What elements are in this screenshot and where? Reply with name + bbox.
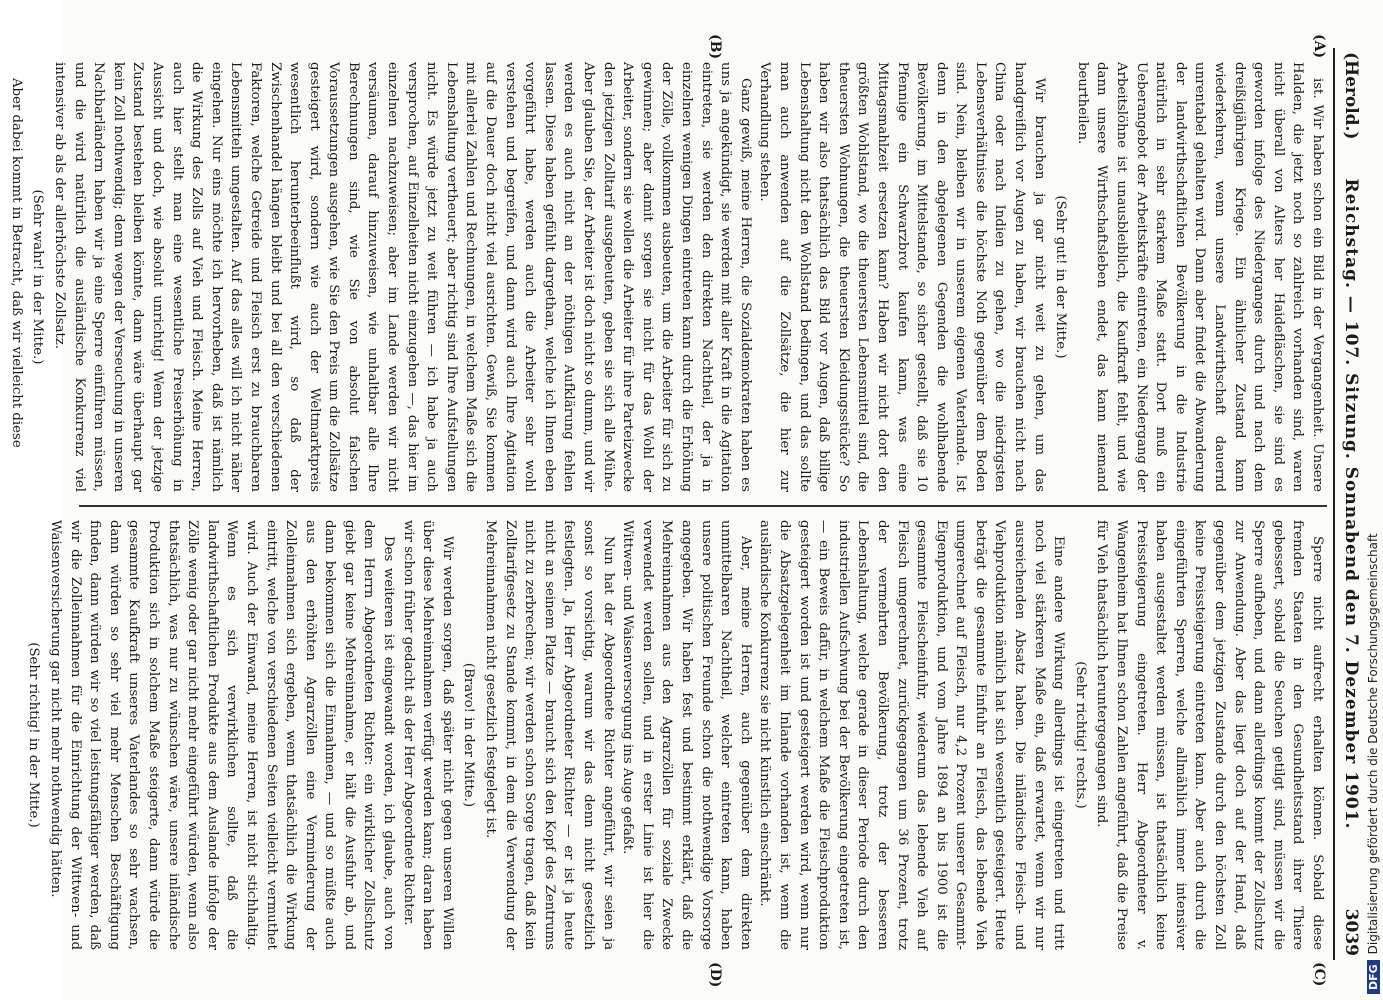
column-divider [79,505,1327,507]
paragraph: Aber, meine Herren, auch gegenüber dem direkten unmittelbaren Nachtheil, welcher eintreten kann, haben unsere politischen Freunde schon die nothwendige Vorsorge angegeben. Wir haben fest und bestimmt erklärt, daß die Mehreinnahmen aus den Agrarzöllen für soziale Zwecke verwendet werden sollen, und in erster Linie ist hier die Wittwen- und Waisenversorgung ins Auge gefaßt. [620,520,753,950]
page-number: 3039 [1341,908,1361,956]
dfg-logo: DFG [1367,960,1380,994]
paragraph: Wir brauchen ja gar nicht weit zu gehen, um das handgreiflich vor Augen zu haben, wir brauchen nicht nach China oder nach Indien zu gehen, wo die niedrigsten Lebensverhältnisse die höchste Noth gegenüber dem Boden sind. Nein, bleiben wir in unserem eigenen Vaterlande. Ist denn in den abgelegenen Gegenden die wohlhabende Bevölkerung, im Mittelstande, so sicher gestellt, daß sie 10 Pfennige ein Schwarzbrot kaufen kann, was eine Mittagsmahlzeit ersetzen kann? Haben wir nicht dort den größten Wohlstand, wo die theuersten Lebensmittel sind, die theuersten Wohnungen, die theuersten Kleidungsstücke? So haben wir also thatsächlich das Bild vor Augen, daß billige Lebenshaltung nicht den Wohlstand bedingen, und das sollte man auch anwenden auf die Zollsätze, die hier zur Verhandlung stehen. [757,62,1047,492]
header-title: Reichstag. — 107. Sitzung. Sonnabend den 7. Dezember 1901. [1341,178,1361,830]
page-header [1333,48,1365,960]
margin-marker-a: (A) [1311,34,1327,59]
paragraph: Eine andere Wirkung allerdings ist eingetreten und tritt noch viel stärkeren Maße ein, daß erwartet, wenn wir nur ausreichenden Absatz haben. Die inländische Fleisch- und Viehproduktion nämlich hat sich wesentlich gesteigert. Heute beträgt die gesammte Einfuhr an Fleisch, das lebende Vieh umgerechnet auf Fleisch, nur 4,2 Prozent unserer Gesammt-Eigenproduktion, und vom Jahre 1894 an bis 1900 ist die gesammte Fleischeinfuhr, wiederum das lebende Vieh auf Fleisch umgerechnet, zurückgegangen um 36 Prozent, trotz der vermehrten Bevölkerung, trotz der besseren Lebenshaltung, welche gerade in dieser Periode durch den industriellen Aufschwung bei der Bevölkerung eingetreten ist, — ein Beweis dafür, in welchem Maße die Fleischproduktion gesteigert worden ist und gesteigert werden wird, wenn nur die Absatzgelegenheit im Inlande vorhanden ist, wenn die ausländische Konkurrenz sie nicht künstlich einschränkt. [757,520,1067,950]
scanned-page [8,0,1383,1000]
paragraph: (Sehr wahr! in der Mitte.) [30,189,46,365]
margin-marker-b: (B) [707,34,723,60]
paragraph: (Bravo! in der Mitte.) [461,662,477,808]
paragraph: (Sehr richtig! rechts.) [1072,661,1088,809]
paragraph: Aber dabei kommt in Betracht, daß wir vielleicht diese [8,77,24,448]
margin-marker-d: (D) [707,962,723,988]
header-speaker: (Herold.) [1341,52,1361,140]
paragraph: Sperre nicht aufrecht erhalten können. Sobald diese fremden Staaten in den Gesundheitsstand ihrer Thiere gebessert, sobald die Seuchen getilgt sind, müssen wir die Sperre aufheben, und dann allerdings kommt der Zollschutz zur Anwendung. Aber das liegt doch auf der Hand, daß gegenüber dem jetzigen Zustande durch den höchsten Zoll keine Preissteigerung eintreten kann. Aber auch durch die eingeführten Sperren, welche allmählich immer intensiver haben ausgestaltet werden müssen, ist thatsächlich keine Preissteigerung eingetreten. Herr Abgeordneter v. Wangenheim hat Ihnen schon Zahlen angeführt, daß die Preise für Vieh thatsächlich heruntergegangen sind. [1094,520,1325,950]
paragraph: (Sehr gut! in der Mitte.) [1053,195,1069,359]
digitization-credit [1363,0,1383,1000]
paragraph: ist. Wir haben schon ein Bild in der Vergangenheit. Unsere Halden, die jetzt noch so zahlreich vorhanden sind, waren nicht überall von Alters her Haidefläschen, sie sind es geworden infolge des Niederganges durch und nach dem dreißigjährigen Kriege. Ein ähnlicher Zustand kann wiederkehren, wenn unsere Landwirthschaft dauernd unrentabel gehalten wird. Dann aber findet die Abwanderung der landwirthschaftlichen Bevölkerung in die Industrie natürlich in sehr starkem Maße statt. Dort muß ein Ueberangebot der Arbeitskräfte eintreten, ein Niedergang der Arbeitslöhne ist unausbleiblich, die Kaufkraft fehlt, und wie dann unsere Wirthschaftsleben endet, das kann niemand beurtheilen. [1074,62,1325,492]
paragraph: Nun hat der Abgeordnete Richter angeführt, wir seien ja sonst so vorsichtig, warum wir das denn nicht gesetzlich festlegten. Ja, Herr Abgeordneter Richter — er ist ja heute nicht an seinem Platze — braucht sich den Kopf des Zentrums nicht zu zerbrechen; wir werden schon Sorge tragen, daß kein Zolltarifgesetz zu Stande kommt, in dem die Verwendung der Mehreinnahmen nicht gesetzlich festgelegt ist. [483,520,616,950]
paragraph: Des weiteren ist eingewandt worden, ich glaube, auch von dem Herrn Abgeordneten Richter: ein wirklicher Zollschutz giebt gar keine Mehreinnahme, er hält die Ausfuhr ab, und dann bekommen sich die Einnahmen, — und so müßte auch aus den erhöhten Agrarzöllen eine Verminderung der Zolleinnahmen sich ergeben, wenn thatsächlich die Wirkung eintritt, welche von verschiedenen Seiten vielleicht vermuthet wird. Auch der Einwand, meine Herren, ist nicht stichhaltig. Wenn es sich verwirklichen sollte, daß die landwirthschaftlichen Produkte aus dem Auslande infolge der Zölle wenig oder gar nicht mehr eingeführt würden, wenn also thatsächlich, was nur zu wünschen wäre, unsere inländische Produktion sich in solchem Maße steigerte, dann würde die gesammte Kaufkraft unseres Vaterlandes so sehr wachsen, dann würden so sehr viel mehr Menschen Beschäftigung finden, dann würden wir so viel leistungsfähiger werden, daß wir die Zolleinnahmen für die Einrichtung der Wittwen- und Waisenversicherung gar nicht mehr nothwendig hätten. [48,520,397,950]
margin-marker-c: (C) [1311,962,1327,987]
paragraph: Ganz gewiß, meine Herren, die Sozialdemokraten haben es uns ja angekündigt, sie werden mit aller Kraft in die Agitation eintreten, sie werden den direkten Nachtheil, der ja in einzelnen wenigen Dingen eintreten kann durch die Erhöhung der Zölle, vollkommen ausbeuten, um die Arbeiter für sich zu gewinnen; aber damit sorgen sie nicht für das Wohl der Arbeiter, sondern sie wollen die Arbeiter für ihre Parteizwecke den jetzigen Zolltarif ausgebeuten, geben sie sich alle Mühe. Aber glauben Sie, der Arbeiter ist doch nicht so dumm, und wir werden es auch nicht an der nöthigen Aufklärung fehlen lassen. Diese haben gefühlt dargethan, welche ich Ihnen eben vorgeführt habe, werden auch die Arbeiter sehr wohl verstehen und begreifen, und dann wird auch Ihre Agitation auf die Dauer doch nicht viel ausrichten. Gewiß, Sie kommen mit allerlei Zahlen und Rechnungen, in welchem Maße sich die Lebenshaltung vertheuert; aber richtig sind Ihre Aufstellungen nicht. Es würde jetzt zu weit führen — ich habe ja auch versprochen, auf Einzelheiten nicht einzugehen —, das hier im einzelnen nachzuweisen; aber im Lande werden wir nicht versäumen, darauf hinzuweisen, wie unhaltbar alle Ihre Berechnungen sind, wie Sie von absolut falschen Voraussetzungen ausgehen, wie Sie den Preis um die Zollsätze gesteigert wird, sondern wie auch der Weltmarktpreis wesentlich herunterbeeinflußt wird, so daß der Zwischenhandel hängen bleibt und bei all den verschiedenen Faktoren, welche Getreide und Fleisch erst zu brauchbaren Lebensmitteln umgestalten. Auf das alles will ich nicht näher eingehen. Nur eins möchte ich hervorheben, daß ist nämlich die Wirkung des Zolls auf Vieh und Fleisch. Meine Herren, auch hier stellt man eine wesentliche Preiserhöhung in Aussicht und doch, wie absolut unrichtig! Wenn der jetzige Zustand bestehen bleiben könnte, dann wäre überhaupt gar kein Zoll nothwendig; denn wegen der Verseuchung in unseren Nachbarländern haben wir ja eine Sperre einführen müssen, und die wird natürlich die ausländische Konkurrenz viel intensiver ab als der allerhöchste Zollsatz. [52,62,753,492]
text-column-left [8,62,1327,492]
paragraph: (Sehr richtig! in der Mitte.) [26,642,42,828]
paragraph: Wir werden sorgen, daß später nicht gegen unseren Willen über diese Mehreinnahmen verfügt werden kann; daran haben wir schon früher gedacht als der Herr Abgeordnete Richter. [400,520,455,950]
text-column-right [26,520,1327,950]
credit-text: Digitalisierung gefördert durch die Deutsche Forschungsgemeinschaft [1366,533,1380,955]
